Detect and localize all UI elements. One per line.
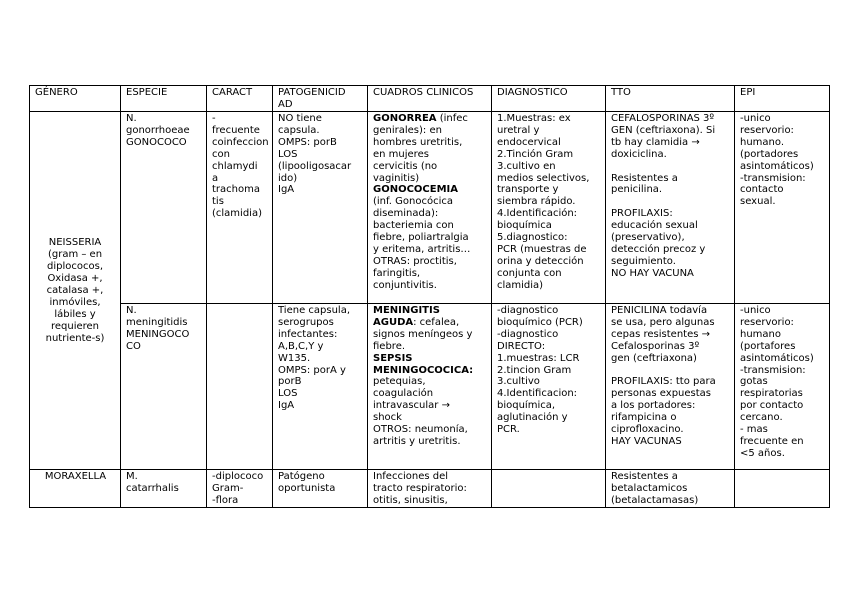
cell-line: MORAXELLA — [44, 471, 107, 482]
cell-line — [611, 161, 730, 173]
cell-line: infectantes: — [278, 328, 338, 340]
cell-line: 3.cultivo en — [497, 160, 556, 172]
cell-line: catalasa +, — [46, 285, 104, 297]
cell-line: frecuente — [212, 124, 260, 136]
cell-line: PCR. — [497, 424, 520, 436]
cell-line — [373, 208, 487, 220]
cell-line: Gram- — [212, 482, 244, 494]
cell-line: Oxidasa +, — [47, 273, 103, 285]
cell-line: IgA — [278, 400, 295, 412]
cell-line: 4.Identificacion: — [497, 388, 578, 400]
cell-line — [373, 220, 487, 232]
cell-line: contacto — [740, 184, 784, 196]
cuadros-cell — [368, 112, 492, 304]
cell-line — [373, 161, 487, 173]
cell-line: N. — [126, 113, 137, 124]
cell-text: Infecciones del — [373, 471, 449, 482]
cell-line: W135. — [278, 352, 311, 364]
bold-term: GONORREA — [373, 113, 437, 124]
cell-line: OMPS: porA y — [278, 364, 346, 376]
cell-line: bioquímico (PCR) — [497, 316, 583, 328]
table-row — [30, 470, 830, 508]
cell-line — [373, 495, 487, 507]
cell-line — [373, 388, 487, 400]
cell-line: tis — [212, 196, 224, 208]
cell-line: 3.cultivo — [497, 376, 540, 388]
header-genero: GÉNERO — [30, 86, 121, 112]
cell-line — [373, 149, 487, 161]
cell-line: -diplococo — [212, 471, 264, 482]
cell-text: shock — [373, 412, 402, 424]
cell-line — [373, 280, 487, 292]
cell-line: Patógeno — [278, 471, 325, 482]
cell-line: NO tiene — [278, 113, 322, 124]
cell-line: Tiene capsula, — [278, 305, 351, 316]
cell-line: DIRECTO: — [497, 340, 546, 352]
cell-line: gonorrhoeae — [126, 124, 190, 136]
patogenicidad-cell — [273, 304, 368, 470]
cell-line: porB — [278, 376, 302, 388]
cell-text: OTROS: neumonía, — [373, 424, 468, 436]
cell-line: lábiles y — [54, 308, 96, 320]
cell-line: aglutinación y — [497, 412, 568, 424]
cell-line: (betalactamasas) — [611, 494, 699, 506]
cell-line: (clamidia) — [212, 208, 262, 220]
cell-line — [373, 329, 487, 341]
cell-line: ciprofloxacino. — [611, 424, 684, 436]
cell-line: catarrhalis — [126, 482, 179, 494]
cell-line: <5 años. — [740, 447, 785, 459]
cell-line: respiratorias — [740, 388, 803, 400]
cell-line: -transmision: — [740, 364, 806, 376]
cell-text: en mujeres — [373, 148, 429, 160]
cell-line: 2.tincion Gram — [497, 364, 572, 376]
cell-line — [373, 412, 487, 424]
cell-line: orina y detección — [497, 255, 584, 267]
cell-line: NO HAY VACUNA — [611, 267, 694, 279]
cell-text: hombres uretritis, — [373, 136, 463, 148]
cell-line: medios selectivos, — [497, 172, 590, 184]
cell-line: -unico — [740, 113, 771, 124]
cell-line: bioquímica, — [497, 400, 556, 412]
tto-cell — [606, 112, 735, 304]
tto-cell — [606, 470, 735, 508]
cell-line — [373, 471, 487, 483]
cell-line: asintomáticos) — [740, 352, 814, 364]
cell-line: endocervical — [497, 136, 561, 148]
tto-cell — [606, 304, 735, 470]
genero-cell — [30, 470, 121, 508]
cell-line — [373, 113, 487, 125]
cell-line: serogrupos — [278, 316, 334, 328]
cell-line — [611, 365, 730, 377]
cell-text: otitis, sinusitis, — [373, 494, 448, 506]
cuadros-cell — [368, 470, 492, 508]
epi-cell — [735, 470, 830, 508]
cell-line: 5.diagnostico: — [497, 232, 568, 244]
cell-line: CO — [126, 340, 141, 352]
cell-line: a — [212, 172, 219, 184]
caract-cell — [207, 470, 273, 508]
diagnostico-cell — [492, 304, 606, 470]
cell-line: a los portadores: — [611, 400, 696, 412]
cell-text: tracto respiratorio: — [373, 482, 467, 494]
cell-line: uretral y — [497, 124, 540, 136]
caract-cell — [207, 304, 273, 470]
cell-line: seguimiento. — [611, 255, 676, 267]
cell-line: PENICILINA todavía — [611, 305, 708, 316]
cell-line — [373, 341, 487, 353]
cell-line — [373, 483, 487, 495]
cell-line: reservorio: — [740, 316, 794, 328]
cell-line — [373, 256, 487, 268]
cell-line — [373, 232, 487, 244]
cell-text: fiebre, poliartralgia — [373, 232, 469, 244]
cell-line: con — [212, 148, 230, 160]
bold-term: MENINGITIS — [373, 305, 440, 316]
cell-text: petequias, — [373, 376, 426, 388]
cell-line: (gram – en — [47, 249, 103, 261]
cell-line: MENINGOCO — [126, 328, 190, 340]
cell-line: humano. — [740, 136, 785, 148]
cell-text: faringitis, — [373, 267, 421, 279]
cell-line: chlamydi — [212, 160, 258, 172]
cell-text: conjuntivitis. — [373, 279, 437, 291]
cell-text: intravascular → — [373, 400, 450, 412]
cell-line: 1.muestras: LCR — [497, 352, 580, 364]
cell-line: trachoma — [212, 184, 260, 196]
cell-text: y eritema, artritis… — [373, 243, 471, 255]
cell-line — [373, 173, 487, 185]
diagnostico-cell — [492, 470, 606, 508]
cell-text: cervicitis (no — [373, 160, 438, 172]
caract-cell — [207, 112, 273, 304]
cell-line: nutriente-s) — [45, 332, 105, 344]
cell-line: Resistentes a — [611, 172, 678, 184]
cell-line: (portadores — [740, 148, 799, 160]
cell-line: LOS — [278, 148, 298, 160]
cell-text: genirales): en — [373, 124, 442, 136]
cell-text: (inf. Gonocócica — [373, 196, 454, 208]
cell-line: humano — [740, 328, 782, 340]
cell-line: - — [212, 113, 216, 124]
cell-line: rifampicina o — [611, 412, 677, 424]
especie-cell — [121, 304, 207, 470]
cell-text: diseminada): — [373, 208, 439, 220]
cell-line: transporte y — [497, 184, 559, 196]
cell-line: coinfeccion — [212, 136, 269, 148]
header-patogenicidad: PATOGENICID AD — [273, 86, 368, 112]
header-especie: ESPECIE — [121, 86, 207, 112]
cell-line: Resistentes a — [611, 471, 678, 482]
cell-line: bioquímica — [497, 220, 552, 232]
cell-line: IgA — [278, 184, 295, 196]
cell-line: por contacto — [740, 400, 804, 412]
cell-line — [373, 196, 487, 208]
cell-text: vaginitis) — [373, 172, 420, 184]
cell-line: NEISSERIA — [48, 237, 102, 249]
cell-line — [373, 353, 487, 365]
cell-line: -diagnostico — [497, 328, 559, 340]
cell-line: gen (ceftriaxona) — [611, 352, 697, 364]
header-epi: EPI — [735, 86, 830, 112]
cell-line: -diagnostico — [497, 305, 559, 316]
cell-line: meningitidis — [126, 316, 188, 328]
cell-text: signos meníngeos y — [373, 328, 473, 340]
cell-line: frecuente en — [740, 435, 804, 447]
cell-text: artritis y uretritis. — [373, 435, 461, 447]
bold-term: SEPSIS — [373, 352, 413, 364]
cell-line: -unico — [740, 305, 771, 316]
cell-line: sexual. — [740, 196, 776, 208]
cell-line: LOS — [278, 388, 298, 400]
cell-text: fiebre. — [373, 340, 406, 352]
cell-line: gotas — [740, 376, 768, 388]
cell-line: HAY VACUNAS — [611, 435, 682, 447]
cell-line — [373, 125, 487, 137]
cell-line: diplococos, — [47, 261, 103, 273]
patogenicidad-cell — [273, 470, 368, 508]
cell-line — [373, 244, 487, 256]
cell-line: detección precoz y — [611, 243, 706, 255]
cell-line: clamidia) — [497, 279, 544, 291]
bold-term: MENINGOCOCICA: — [373, 364, 474, 376]
cell-text: : cefalea, — [413, 316, 460, 328]
cell-line: cercano. — [740, 412, 783, 424]
cell-line — [611, 196, 730, 208]
cell-line — [373, 317, 487, 329]
cell-line: -flora — [212, 494, 239, 506]
table-row — [30, 304, 830, 470]
cell-line — [373, 268, 487, 280]
cell-line: 2.Tinción Gram — [497, 148, 574, 160]
cell-line: -transmision: — [740, 172, 806, 184]
epi-cell — [735, 112, 830, 304]
cell-line: oportunista — [278, 482, 336, 494]
bold-term: GONOCOCEMIA — [373, 184, 458, 196]
cell-line — [373, 436, 487, 448]
cell-line: Cefalosporinas 3º — [611, 340, 700, 352]
cell-line: PROFILAXIS: tto para — [611, 376, 716, 388]
especie-cell — [121, 470, 207, 508]
cuadros-cell — [368, 304, 492, 470]
cell-line — [373, 305, 487, 317]
bacteria-table — [29, 85, 830, 508]
cell-line: siembra rápido. — [497, 196, 576, 208]
cell-line: OMPS: porB — [278, 136, 337, 148]
cell-line: se usa, pero algunas — [611, 316, 715, 328]
cell-line: doxiciclina. — [611, 148, 667, 160]
cell-line: requieren — [50, 320, 100, 332]
cell-line: (preservativo), — [611, 232, 685, 244]
cell-text: OTRAS: proctitis, — [373, 255, 457, 267]
cell-line: reservorio: — [740, 124, 794, 136]
cell-line: 4.Identificación: — [497, 208, 578, 220]
cell-line — [373, 424, 487, 436]
cell-line: educación sexual — [611, 220, 698, 232]
header-caract: CARACT — [207, 86, 273, 112]
cell-line: CEFALOSPORINAS 3º — [611, 113, 715, 124]
cell-line: personas expuestas — [611, 388, 711, 400]
cell-line: capsula. — [278, 124, 320, 136]
cell-line: PROFILAXIS: — [611, 208, 673, 220]
bold-term: AGUDA — [373, 316, 414, 328]
cell-line: conjunta con — [497, 267, 562, 279]
header-tto: TTO — [606, 86, 735, 112]
cell-line — [373, 137, 487, 149]
cell-line: - mas — [740, 424, 768, 436]
cell-line: ido) — [278, 172, 298, 184]
table-row — [30, 112, 830, 304]
cell-line: PCR (muestras de — [497, 243, 587, 255]
cell-text: coagulación — [373, 388, 434, 400]
cell-line: GEN (ceftriaxona). Si — [611, 124, 716, 136]
diagnostico-cell — [492, 112, 606, 304]
cell-text: (infec — [436, 113, 468, 124]
patogenicidad-cell — [273, 112, 368, 304]
genero-cell — [30, 112, 121, 470]
cell-line: cepas resistentes → — [611, 328, 711, 340]
cell-line: (portafores — [740, 340, 796, 352]
cell-text: bacteriemia con — [373, 220, 454, 232]
cell-line: 1.Muestras: ex — [497, 113, 571, 124]
cell-line: M. — [126, 471, 138, 482]
cell-line: inmóviles, — [49, 296, 101, 308]
header-cuadros-clinicos: CUADROS CLINICOS — [368, 86, 492, 112]
cell-line: betalactamicos — [611, 482, 688, 494]
cell-line: penicilina. — [611, 184, 663, 196]
cell-line: (lipooligosacar — [278, 160, 352, 172]
header-diagnostico: DIAGNOSTICO — [492, 86, 606, 112]
cell-line: tb hay clamidia → — [611, 136, 700, 148]
header-row — [30, 86, 830, 112]
epi-cell — [735, 304, 830, 470]
cell-line — [373, 365, 487, 377]
cell-line: asintomáticos) — [740, 160, 814, 172]
cell-line — [373, 400, 487, 412]
cell-line: N. — [126, 305, 137, 316]
cell-line — [373, 184, 487, 196]
cell-line: GONOCOCO — [126, 136, 187, 148]
cell-line — [373, 376, 487, 388]
especie-cell — [121, 112, 207, 304]
cell-line: A,B,C,Y y — [278, 340, 324, 352]
